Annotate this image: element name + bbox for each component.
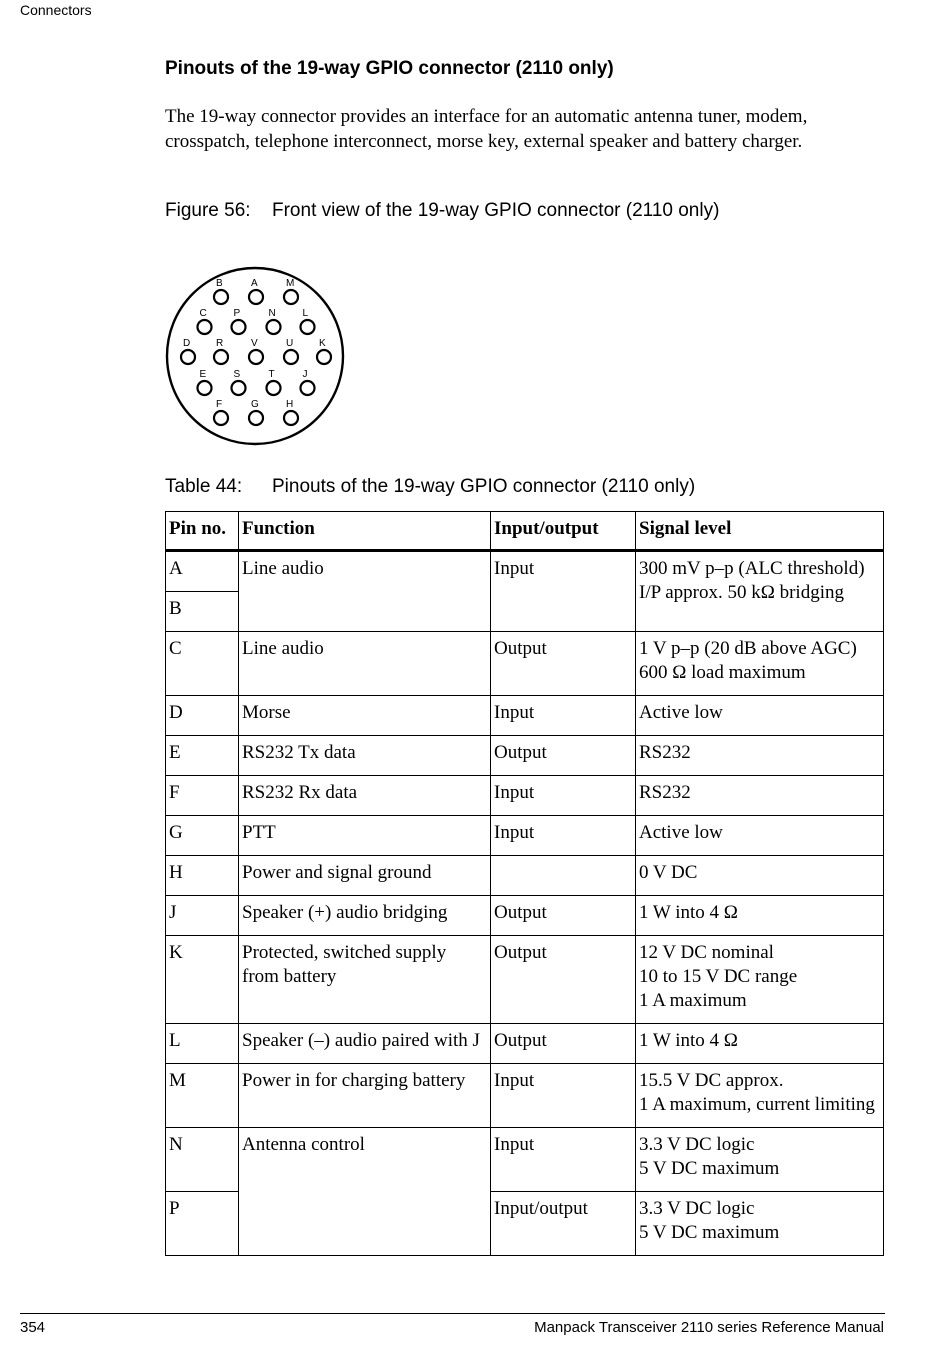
intro-paragraph: The 19-way connector provides an interface for an automatic antenna tuner, modem, crosspatch, telephone interconnect, morse key, external speaker and battery charger.	[165, 106, 808, 152]
pin-label-s: S	[233, 369, 241, 380]
table-number: Table 44:	[165, 476, 243, 497]
cell-io: Output	[491, 936, 636, 1024]
cell-pin: J	[166, 896, 239, 936]
pin-label-c: C	[199, 308, 207, 319]
pin-a	[249, 290, 263, 304]
figure-number: Figure 56:	[165, 200, 251, 221]
pinout-table	[165, 511, 884, 1256]
cell-pin: L	[166, 1024, 239, 1064]
cell-io: Input	[491, 696, 636, 736]
cell-signal: 1 W into 4 Ω	[636, 1024, 884, 1064]
cell-function: Line audio	[239, 632, 491, 696]
cell-function: Line audio	[239, 551, 491, 632]
pin-l	[301, 320, 315, 334]
table-row	[166, 736, 884, 776]
cell-signal: 12 V DC nominal 10 to 15 V DC range 1 A maximum	[636, 936, 884, 1024]
cell-function: Power and signal ground	[239, 856, 491, 896]
pin-t	[267, 381, 281, 395]
cell-signal: 1 V p–p (20 dB above AGC) 600 Ω load maximum	[636, 632, 884, 696]
cell-signal: Active low	[636, 696, 884, 736]
pin-e	[198, 381, 212, 395]
cell-signal: 0 V DC	[636, 856, 884, 896]
cell-io: Input	[491, 1064, 636, 1128]
cell-pin: B	[166, 592, 239, 632]
cell-io	[491, 856, 636, 896]
cell-pin: E	[166, 736, 239, 776]
pin-label-j: J	[302, 369, 308, 380]
cell-signal: 3.3 V DC logic 5 V DC maximum	[636, 1128, 884, 1192]
cell-function: Speaker (+) audio bridging	[239, 896, 491, 936]
cell-io: Input	[491, 816, 636, 856]
cell-io: Input	[491, 551, 636, 632]
manual-title: Manpack Transceiver 2110 series Reference Manual	[534, 1319, 884, 1336]
pin-g	[249, 411, 263, 425]
pin-s	[232, 381, 246, 395]
pin-b	[214, 290, 228, 304]
pin-label-u: U	[286, 338, 294, 349]
cell-signal: 300 mV p–p (ALC threshold) I/P approx. 50 kΩ bridging	[636, 551, 884, 632]
pin-label-l: L	[302, 308, 309, 319]
page-number: 354	[20, 1319, 46, 1336]
pin-label-p: P	[233, 308, 241, 319]
cell-function: RS232 Rx data	[239, 776, 491, 816]
pin-j	[301, 381, 315, 395]
header-function: Function	[239, 512, 491, 551]
cell-io: Output	[491, 1024, 636, 1064]
pin-label-r: R	[216, 338, 224, 349]
cell-io: Output	[491, 736, 636, 776]
table-row	[166, 696, 884, 736]
pin-label-f: F	[216, 399, 223, 410]
pin-label-h: H	[286, 399, 294, 410]
cell-pin: M	[166, 1064, 239, 1128]
table-row	[166, 816, 884, 856]
cell-pin: K	[166, 936, 239, 1024]
pin-label-m: M	[286, 278, 295, 289]
cell-function: Power in for charging battery	[239, 1064, 491, 1128]
figure-caption	[165, 200, 719, 222]
pin-p	[232, 320, 246, 334]
pin-r	[214, 350, 228, 364]
table-row	[166, 632, 884, 696]
cell-function: Morse	[239, 696, 491, 736]
table-header-row	[166, 512, 884, 551]
pin-label-k: K	[319, 338, 326, 349]
header-signal: Signal level	[636, 512, 884, 551]
pin-label-d: D	[183, 338, 191, 349]
cell-function: Protected, switched supply from battery	[239, 936, 491, 1024]
cell-io: Input/output	[491, 1192, 636, 1256]
cell-pin: D	[166, 696, 239, 736]
header-io: Input/output	[491, 512, 636, 551]
table-row	[166, 856, 884, 896]
pin-label-t: T	[268, 369, 275, 380]
table-row	[166, 551, 884, 592]
cell-signal: RS232	[636, 736, 884, 776]
table-row	[166, 1064, 884, 1128]
pin-h	[284, 411, 298, 425]
table-row	[166, 936, 884, 1024]
pin-c	[198, 320, 212, 334]
pin-u	[284, 350, 298, 364]
footer-rule	[20, 1313, 885, 1314]
cell-function: PTT	[239, 816, 491, 856]
cell-pin: P	[166, 1192, 239, 1256]
cell-signal: 3.3 V DC logic 5 V DC maximum	[636, 1192, 884, 1256]
pin-f	[214, 411, 228, 425]
table-row	[166, 1128, 884, 1192]
cell-signal: 15.5 V DC approx. 1 A maximum, current limiting	[636, 1064, 884, 1128]
pin-k	[317, 350, 331, 364]
cell-io: Input	[491, 1128, 636, 1192]
pin-label-a: A	[251, 278, 258, 289]
figure-title: Front view of the 19-way GPIO connector (2110 only)	[272, 200, 720, 221]
cell-function: Antenna control	[239, 1128, 491, 1256]
running-header: Connectors	[20, 2, 92, 18]
gpio-connector-diagram	[163, 266, 353, 448]
cell-pin: N	[166, 1128, 239, 1192]
pin-label-g: G	[251, 399, 259, 410]
pin-d	[181, 350, 195, 364]
pin-label-n: N	[268, 308, 276, 319]
cell-signal: 1 W into 4 Ω	[636, 896, 884, 936]
cell-pin: A	[166, 551, 239, 592]
cell-io: Output	[491, 632, 636, 696]
cell-pin: H	[166, 856, 239, 896]
cell-io: Output	[491, 896, 636, 936]
cell-pin: C	[166, 632, 239, 696]
cell-function: Speaker (–) audio paired with J	[239, 1024, 491, 1064]
cell-signal: Active low	[636, 816, 884, 856]
pin-v	[249, 350, 263, 364]
section-heading: Pinouts of the 19-way GPIO connector (2110 only)	[165, 58, 614, 79]
table-row	[166, 776, 884, 816]
pin-n	[267, 320, 281, 334]
table-caption	[165, 476, 695, 498]
cell-pin: F	[166, 776, 239, 816]
table-row	[166, 1024, 884, 1064]
pin-label-b: B	[216, 278, 223, 289]
table-title: Pinouts of the 19-way GPIO connector (2110 only)	[272, 476, 696, 497]
table-row	[166, 896, 884, 936]
cell-pin: G	[166, 816, 239, 856]
header-pin: Pin no.	[166, 512, 239, 551]
cell-function: RS232 Tx data	[239, 736, 491, 776]
pin-label-v: V	[251, 338, 258, 349]
cell-io: Input	[491, 776, 636, 816]
cell-signal: RS232	[636, 776, 884, 816]
pin-m	[284, 290, 298, 304]
pin-label-e: E	[199, 369, 207, 380]
